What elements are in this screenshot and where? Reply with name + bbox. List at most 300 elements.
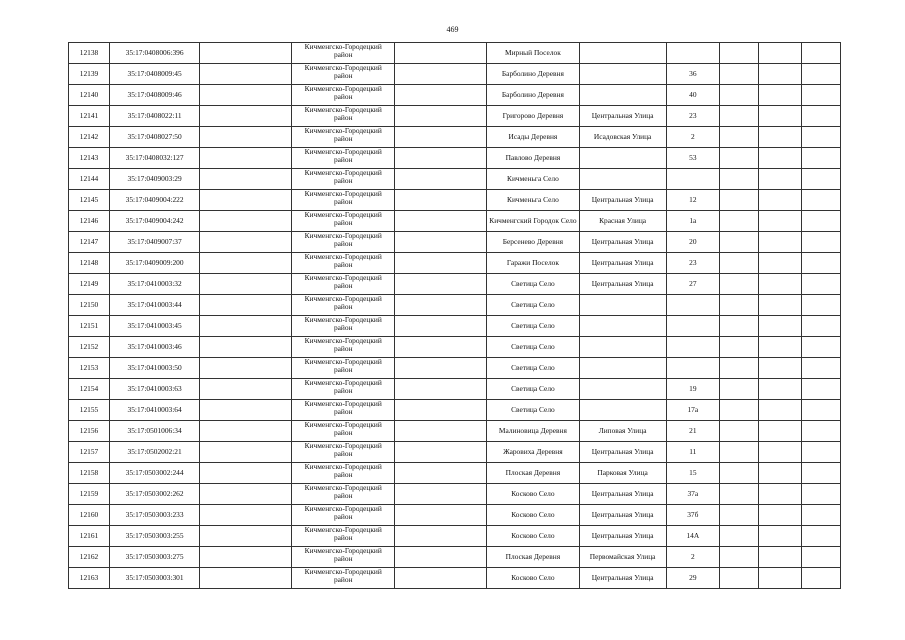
cell-number: 12158: [69, 463, 110, 484]
cell-empty: [719, 127, 758, 148]
cell-cadastral-number: 35:17:0409004:242: [110, 211, 200, 232]
table-row: [69, 253, 841, 274]
cell-cadastral-number: 35:17:0502002:21: [110, 442, 200, 463]
cell-empty: [758, 463, 801, 484]
cell-empty: [758, 295, 801, 316]
cell-empty: [200, 64, 292, 85]
cell-house: 23: [666, 253, 719, 274]
cell-street: [579, 379, 666, 400]
cell-empty: [200, 400, 292, 421]
cell-empty: [719, 169, 758, 190]
cell-empty: [395, 85, 487, 106]
table-row: [69, 316, 841, 337]
cell-empty: [719, 316, 758, 337]
cell-empty: [395, 106, 487, 127]
cell-street: [579, 316, 666, 337]
cell-locality: Гаражи Поселок: [487, 253, 579, 274]
cell-empty: [200, 421, 292, 442]
cell-cadastral-number: 35:17:0409004:222: [110, 190, 200, 211]
cell-empty: [758, 190, 801, 211]
cell-district: Кичменгско-Городецкий район: [292, 337, 395, 358]
cell-empty: [395, 127, 487, 148]
cell-empty: [801, 358, 840, 379]
cell-cadastral-number: 35:17:0409009:200: [110, 253, 200, 274]
cell-empty: [758, 547, 801, 568]
cell-district: Кичменгско-Городецкий район: [292, 463, 395, 484]
cell-empty: [395, 190, 487, 211]
cell-empty: [395, 379, 487, 400]
table-row: [69, 358, 841, 379]
cell-empty: [719, 505, 758, 526]
cell-empty: [758, 43, 801, 64]
cell-cadastral-number: 35:17:0410003:64: [110, 400, 200, 421]
cell-empty: [758, 400, 801, 421]
cell-number: 12153: [69, 358, 110, 379]
cell-number: 12140: [69, 85, 110, 106]
cell-empty: [719, 85, 758, 106]
cell-number: 12139: [69, 64, 110, 85]
cell-empty: [200, 547, 292, 568]
cell-empty: [200, 463, 292, 484]
table-row: [69, 148, 841, 169]
cell-locality: Кичменьга Село: [487, 169, 579, 190]
cell-number: 12155: [69, 400, 110, 421]
registry-table: [68, 42, 841, 589]
cell-number: 12160: [69, 505, 110, 526]
cell-number: 12157: [69, 442, 110, 463]
cell-street: [579, 337, 666, 358]
cell-locality: Исады Деревня: [487, 127, 579, 148]
cell-empty: [801, 232, 840, 253]
cell-cadastral-number: 35:17:0503003:275: [110, 547, 200, 568]
cell-cadastral-number: 35:17:0503003:301: [110, 568, 200, 589]
cell-empty: [200, 211, 292, 232]
table-row: [69, 379, 841, 400]
registry-rows: [69, 43, 841, 589]
cell-empty: [395, 526, 487, 547]
cell-district: Кичменгско-Городецкий район: [292, 442, 395, 463]
cell-empty: [758, 85, 801, 106]
cell-number: 12142: [69, 127, 110, 148]
cell-street: Центральная Улица: [579, 505, 666, 526]
cell-district: Кичменгско-Городецкий район: [292, 274, 395, 295]
cell-cadastral-number: 35:17:0408032:127: [110, 148, 200, 169]
cell-empty: [200, 316, 292, 337]
cell-locality: Григорово Деревня: [487, 106, 579, 127]
cell-house: [666, 295, 719, 316]
cell-number: 12161: [69, 526, 110, 547]
cell-street: Первомайская Улица: [579, 547, 666, 568]
cell-empty: [200, 106, 292, 127]
cell-number: 12141: [69, 106, 110, 127]
cell-empty: [395, 358, 487, 379]
table-row: [69, 190, 841, 211]
cell-empty: [758, 337, 801, 358]
cell-empty: [801, 400, 840, 421]
cell-cadastral-number: 35:17:0408009:46: [110, 85, 200, 106]
cell-empty: [200, 295, 292, 316]
cell-empty: [801, 547, 840, 568]
cell-number: 12163: [69, 568, 110, 589]
cell-empty: [719, 484, 758, 505]
cell-empty: [801, 526, 840, 547]
cell-street: Центральная Улица: [579, 190, 666, 211]
cell-district: Кичменгско-Городецкий район: [292, 190, 395, 211]
cell-empty: [801, 85, 840, 106]
table-row: [69, 169, 841, 190]
table-row: [69, 106, 841, 127]
cell-empty: [395, 169, 487, 190]
cell-locality: Косково Село: [487, 568, 579, 589]
cell-empty: [395, 274, 487, 295]
cell-empty: [758, 127, 801, 148]
cell-empty: [801, 169, 840, 190]
cell-house: 14А: [666, 526, 719, 547]
cell-empty: [200, 127, 292, 148]
cell-district: Кичменгско-Городецкий район: [292, 295, 395, 316]
table-row: [69, 463, 841, 484]
cell-street: Центральная Улица: [579, 253, 666, 274]
cell-house: 12: [666, 190, 719, 211]
cell-empty: [801, 379, 840, 400]
cell-locality: Светица Село: [487, 274, 579, 295]
cell-locality: Барболино Деревня: [487, 85, 579, 106]
cell-empty: [719, 106, 758, 127]
cell-empty: [395, 400, 487, 421]
table-row: [69, 505, 841, 526]
cell-cadastral-number: 35:17:0410003:44: [110, 295, 200, 316]
table-row: [69, 127, 841, 148]
cell-empty: [395, 442, 487, 463]
cell-house: 20: [666, 232, 719, 253]
cell-empty: [758, 568, 801, 589]
cell-empty: [758, 358, 801, 379]
cell-house: [666, 358, 719, 379]
cell-empty: [758, 211, 801, 232]
cell-empty: [200, 484, 292, 505]
cell-street: Красная Улица: [579, 211, 666, 232]
cell-house: 21: [666, 421, 719, 442]
cell-house: 40: [666, 85, 719, 106]
cell-locality: Малиновица Деревня: [487, 421, 579, 442]
table-row: [69, 85, 841, 106]
cell-empty: [200, 169, 292, 190]
cell-district: Кичменгско-Городецкий район: [292, 85, 395, 106]
cell-empty: [719, 64, 758, 85]
cell-cadastral-number: 35:17:0409003:29: [110, 169, 200, 190]
cell-locality: Кичменьга Село: [487, 190, 579, 211]
cell-house: [666, 43, 719, 64]
cell-empty: [395, 568, 487, 589]
cell-empty: [200, 568, 292, 589]
cell-street: Центральная Улица: [579, 526, 666, 547]
cell-empty: [758, 379, 801, 400]
cell-empty: [758, 169, 801, 190]
cell-empty: [200, 505, 292, 526]
table-row: [69, 547, 841, 568]
cell-district: Кичменгско-Городецкий район: [292, 421, 395, 442]
cell-cadastral-number: 35:17:0410003:63: [110, 379, 200, 400]
cell-street: Центральная Улица: [579, 568, 666, 589]
cell-house: 11: [666, 442, 719, 463]
cell-district: Кичменгско-Городецкий район: [292, 484, 395, 505]
cell-empty: [719, 421, 758, 442]
cell-empty: [758, 232, 801, 253]
cell-empty: [719, 337, 758, 358]
cell-cadastral-number: 35:17:0501006:34: [110, 421, 200, 442]
cell-district: Кичменгско-Городецкий район: [292, 127, 395, 148]
cell-house: 15: [666, 463, 719, 484]
cell-empty: [395, 337, 487, 358]
cell-empty: [719, 400, 758, 421]
cell-district: Кичменгско-Городецкий район: [292, 148, 395, 169]
cell-number: 12147: [69, 232, 110, 253]
cell-locality: Барболино Деревня: [487, 64, 579, 85]
cell-empty: [801, 148, 840, 169]
table-row: [69, 484, 841, 505]
cell-empty: [200, 526, 292, 547]
cell-empty: [719, 253, 758, 274]
table-row: [69, 337, 841, 358]
cell-empty: [200, 274, 292, 295]
cell-empty: [200, 442, 292, 463]
cell-empty: [395, 148, 487, 169]
cell-empty: [758, 316, 801, 337]
cell-empty: [395, 232, 487, 253]
cell-locality: Косково Село: [487, 526, 579, 547]
cell-house: 2: [666, 127, 719, 148]
cell-empty: [719, 295, 758, 316]
cell-empty: [719, 148, 758, 169]
cell-street: [579, 358, 666, 379]
cell-district: Кичменгско-Городецкий район: [292, 547, 395, 568]
cell-empty: [801, 43, 840, 64]
cell-empty: [801, 442, 840, 463]
cell-cadastral-number: 35:17:0410003:50: [110, 358, 200, 379]
cell-district: Кичменгско-Городецкий район: [292, 400, 395, 421]
cell-cadastral-number: 35:17:0410003:45: [110, 316, 200, 337]
cell-empty: [395, 505, 487, 526]
cell-empty: [758, 253, 801, 274]
cell-empty: [801, 127, 840, 148]
cell-street: Центральная Улица: [579, 274, 666, 295]
cell-locality: Мирный Поселок: [487, 43, 579, 64]
cell-empty: [758, 148, 801, 169]
cell-empty: [200, 43, 292, 64]
cell-district: Кичменгско-Городецкий район: [292, 169, 395, 190]
cell-empty: [200, 253, 292, 274]
cell-empty: [801, 505, 840, 526]
cell-cadastral-number: 35:17:0408006:396: [110, 43, 200, 64]
cell-empty: [200, 232, 292, 253]
cell-empty: [758, 421, 801, 442]
cell-locality: Павлово Деревня: [487, 148, 579, 169]
table-row: [69, 421, 841, 442]
cell-district: Кичменгско-Городецкий район: [292, 253, 395, 274]
cell-empty: [801, 337, 840, 358]
cell-cadastral-number: 35:17:0503003:255: [110, 526, 200, 547]
cell-house: 17а: [666, 400, 719, 421]
cell-district: Кичменгско-Городецкий район: [292, 526, 395, 547]
cell-street: [579, 148, 666, 169]
cell-house: 53: [666, 148, 719, 169]
cell-cadastral-number: 35:17:0410003:32: [110, 274, 200, 295]
cell-house: 23: [666, 106, 719, 127]
cell-district: Кичменгско-Городецкий район: [292, 106, 395, 127]
cell-district: Кичменгско-Городецкий район: [292, 379, 395, 400]
cell-empty: [719, 463, 758, 484]
cell-cadastral-number: 35:17:0503002:244: [110, 463, 200, 484]
cell-street: Парковая Улица: [579, 463, 666, 484]
cell-empty: [395, 64, 487, 85]
cell-empty: [801, 568, 840, 589]
cell-empty: [758, 526, 801, 547]
cell-house: 36: [666, 64, 719, 85]
cell-house: 19: [666, 379, 719, 400]
cell-empty: [801, 316, 840, 337]
cell-empty: [801, 484, 840, 505]
cell-number: 12162: [69, 547, 110, 568]
cell-number: 12154: [69, 379, 110, 400]
cell-house: 27: [666, 274, 719, 295]
cell-empty: [758, 64, 801, 85]
cell-empty: [395, 43, 487, 64]
cell-empty: [719, 568, 758, 589]
cell-empty: [200, 190, 292, 211]
table-row: [69, 568, 841, 589]
table-row: [69, 64, 841, 85]
cell-cadastral-number: 35:17:0408022:11: [110, 106, 200, 127]
cell-empty: [801, 64, 840, 85]
cell-empty: [200, 85, 292, 106]
cell-empty: [395, 484, 487, 505]
cell-empty: [719, 232, 758, 253]
cell-house: 2: [666, 547, 719, 568]
cell-street: Исадовская Улица: [579, 127, 666, 148]
cell-street: [579, 64, 666, 85]
cell-locality: Светица Село: [487, 379, 579, 400]
cell-number: 12150: [69, 295, 110, 316]
cell-house: [666, 316, 719, 337]
cell-street: [579, 169, 666, 190]
cell-locality: Светица Село: [487, 337, 579, 358]
cell-cadastral-number: 35:17:0408027:50: [110, 127, 200, 148]
cell-empty: [801, 274, 840, 295]
cell-empty: [758, 505, 801, 526]
cell-empty: [801, 463, 840, 484]
cell-number: 12143: [69, 148, 110, 169]
cell-locality: Косково Село: [487, 505, 579, 526]
cell-locality: Жаровиха Деревня: [487, 442, 579, 463]
cell-number: 12146: [69, 211, 110, 232]
cell-empty: [719, 274, 758, 295]
cell-empty: [200, 379, 292, 400]
cell-street: [579, 400, 666, 421]
cell-empty: [801, 253, 840, 274]
cell-locality: Кичменгский Городок Село: [487, 211, 579, 232]
cell-locality: Косково Село: [487, 484, 579, 505]
cell-empty: [395, 463, 487, 484]
cell-number: 12151: [69, 316, 110, 337]
cell-cadastral-number: 35:17:0409007:37: [110, 232, 200, 253]
cell-empty: [395, 316, 487, 337]
cell-house: 29: [666, 568, 719, 589]
cell-district: Кичменгско-Городецкий район: [292, 64, 395, 85]
cell-number: 12149: [69, 274, 110, 295]
cell-district: Кичменгско-Городецкий район: [292, 568, 395, 589]
table-row: [69, 442, 841, 463]
cell-empty: [719, 190, 758, 211]
cell-number: 12145: [69, 190, 110, 211]
cell-empty: [395, 295, 487, 316]
table-row: [69, 526, 841, 547]
cell-cadastral-number: 35:17:0408009:45: [110, 64, 200, 85]
table-row: [69, 295, 841, 316]
cell-street: [579, 85, 666, 106]
cell-empty: [200, 148, 292, 169]
cell-house: [666, 337, 719, 358]
table-row: [69, 43, 841, 64]
table-row: [69, 232, 841, 253]
cell-house: [666, 169, 719, 190]
cell-number: 12148: [69, 253, 110, 274]
cell-number: 12152: [69, 337, 110, 358]
cell-empty: [719, 358, 758, 379]
cell-street: Центральная Улица: [579, 232, 666, 253]
cell-district: Кичменгско-Городецкий район: [292, 43, 395, 64]
cell-empty: [758, 442, 801, 463]
cell-empty: [719, 43, 758, 64]
cell-locality: Плоская Деревня: [487, 463, 579, 484]
cell-house: 37а: [666, 484, 719, 505]
cell-street: Центральная Улица: [579, 106, 666, 127]
cell-empty: [758, 274, 801, 295]
cell-empty: [719, 526, 758, 547]
table-row: [69, 400, 841, 421]
cell-district: Кичменгско-Городецкий район: [292, 232, 395, 253]
cell-locality: Плоская Деревня: [487, 547, 579, 568]
cell-number: 12138: [69, 43, 110, 64]
cell-empty: [719, 379, 758, 400]
cell-number: 12144: [69, 169, 110, 190]
cell-locality: Берсенево Деревня: [487, 232, 579, 253]
cell-empty: [801, 421, 840, 442]
cell-empty: [758, 484, 801, 505]
cell-empty: [801, 211, 840, 232]
cell-locality: Светица Село: [487, 295, 579, 316]
cell-empty: [200, 337, 292, 358]
cell-district: Кичменгско-Городецкий район: [292, 316, 395, 337]
cell-street: Центральная Улица: [579, 484, 666, 505]
cell-number: 12159: [69, 484, 110, 505]
cell-number: 12156: [69, 421, 110, 442]
cell-empty: [200, 358, 292, 379]
cell-street: [579, 43, 666, 64]
cell-empty: [719, 442, 758, 463]
cell-cadastral-number: 35:17:0503003:233: [110, 505, 200, 526]
cell-street: Липовая Улица: [579, 421, 666, 442]
cell-empty: [395, 421, 487, 442]
cell-empty: [758, 106, 801, 127]
cell-empty: [395, 253, 487, 274]
cell-cadastral-number: 35:17:0503002:262: [110, 484, 200, 505]
cell-locality: Светица Село: [487, 400, 579, 421]
cell-empty: [801, 106, 840, 127]
cell-empty: [395, 211, 487, 232]
cell-house: 37б: [666, 505, 719, 526]
page-number: 469: [446, 25, 459, 34]
cell-house: 1а: [666, 211, 719, 232]
